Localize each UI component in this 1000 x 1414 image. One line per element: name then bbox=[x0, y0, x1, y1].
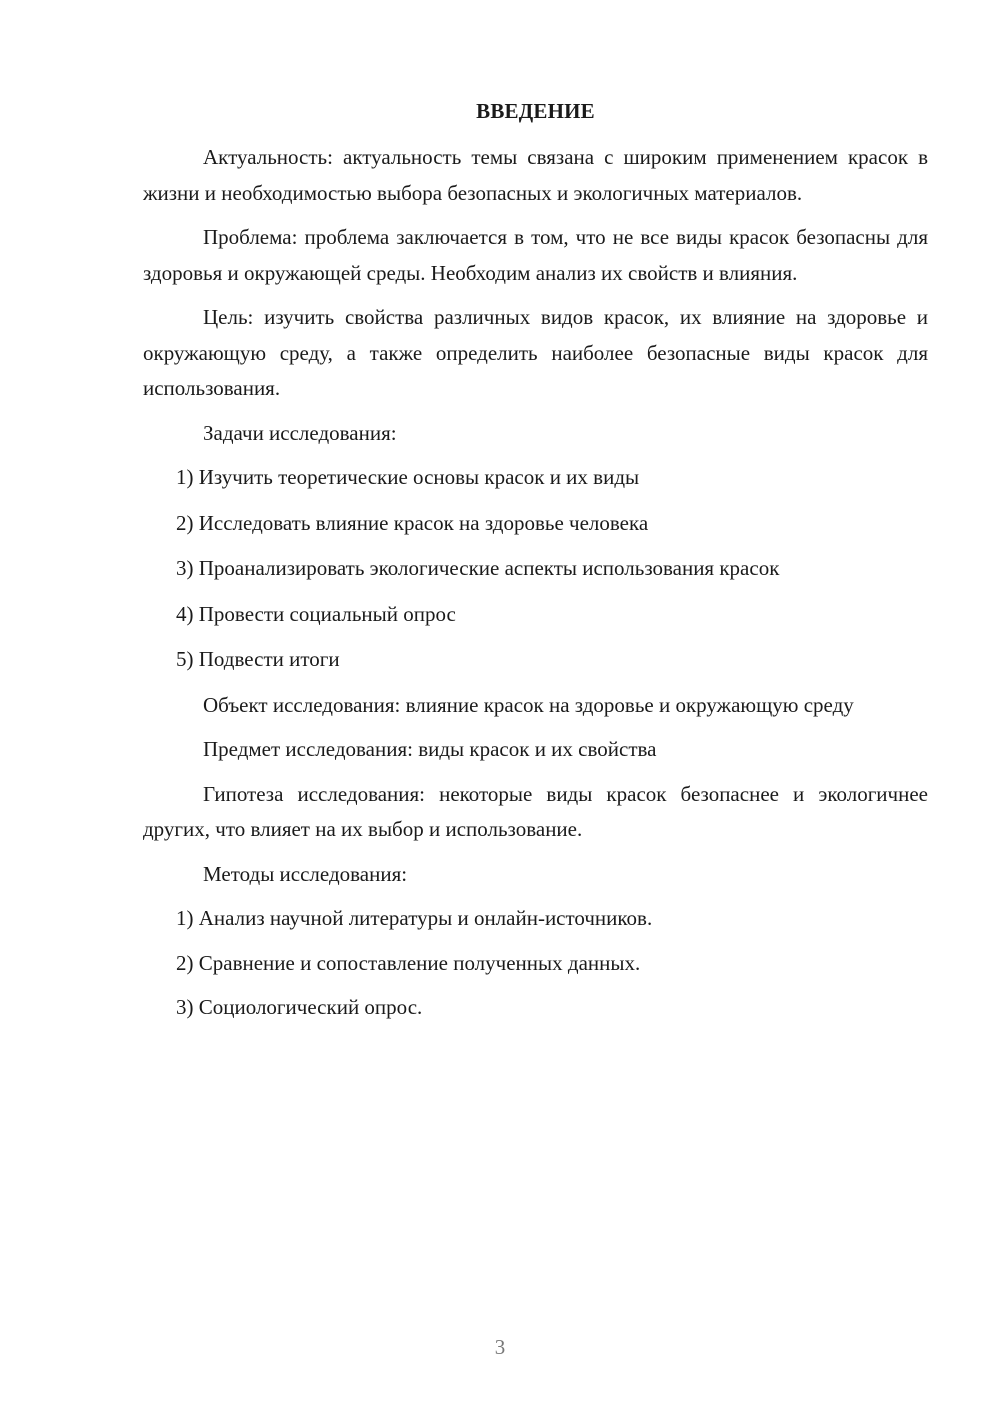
page-number: 3 bbox=[494, 1335, 506, 1359]
task-item: 5) Подвести итоги bbox=[176, 647, 340, 671]
goal-paragraph: Цель: изучить свойства различных видов красок, их влияние на здоровье и окружающую среду, а также определить наиболее безопасные виды красок для использования. bbox=[143, 305, 928, 400]
task-item: 3) Проанализировать экологические аспекты использования красок bbox=[176, 556, 780, 580]
object-paragraph: Объект исследования: влияние красок на здоровье и окружающую среду bbox=[203, 692, 854, 717]
problem-paragraph: Проблема: проблема заключается в том, что не все виды красок безопасны для здоровья и окружающей среды. Необходим анализ их свойств и влияния. bbox=[143, 225, 928, 285]
page-content bbox=[143, 96, 928, 1035]
tasks-heading: Задачи исследования: bbox=[203, 420, 397, 445]
relevance-paragraph: Актуальность: актуальность темы связана с широким применением красок в жизни и необходимостью выбора безопасных и экологичных материалов. bbox=[143, 145, 928, 205]
methods-list bbox=[143, 901, 928, 1026]
method-item: 3) Социологический опрос. bbox=[176, 995, 423, 1019]
subject-paragraph: Предмет исследования: виды красок и их свойства bbox=[203, 737, 657, 761]
hypothesis-paragraph: Гипотеза исследования: некоторые виды красок безопаснее и экологичнее других, что влияет на их выбор и использование. bbox=[143, 781, 928, 841]
task-item: 4) Провести социальный опрос bbox=[176, 601, 456, 626]
section-title: ВВЕДЕНИЕ bbox=[476, 99, 595, 123]
tasks-list bbox=[143, 460, 928, 678]
task-item: 1) Изучить теоретические основы красок и их виды bbox=[176, 465, 640, 489]
method-item: 1) Анализ научной литературы и онлайн-источников. bbox=[176, 906, 653, 930]
methods-heading: Методы исследования: bbox=[203, 861, 408, 886]
method-item: 2) Сравнение и сопоставление полученных данных. bbox=[176, 950, 641, 975]
task-item: 2) Исследовать влияние красок на здоровье человека bbox=[176, 510, 649, 535]
